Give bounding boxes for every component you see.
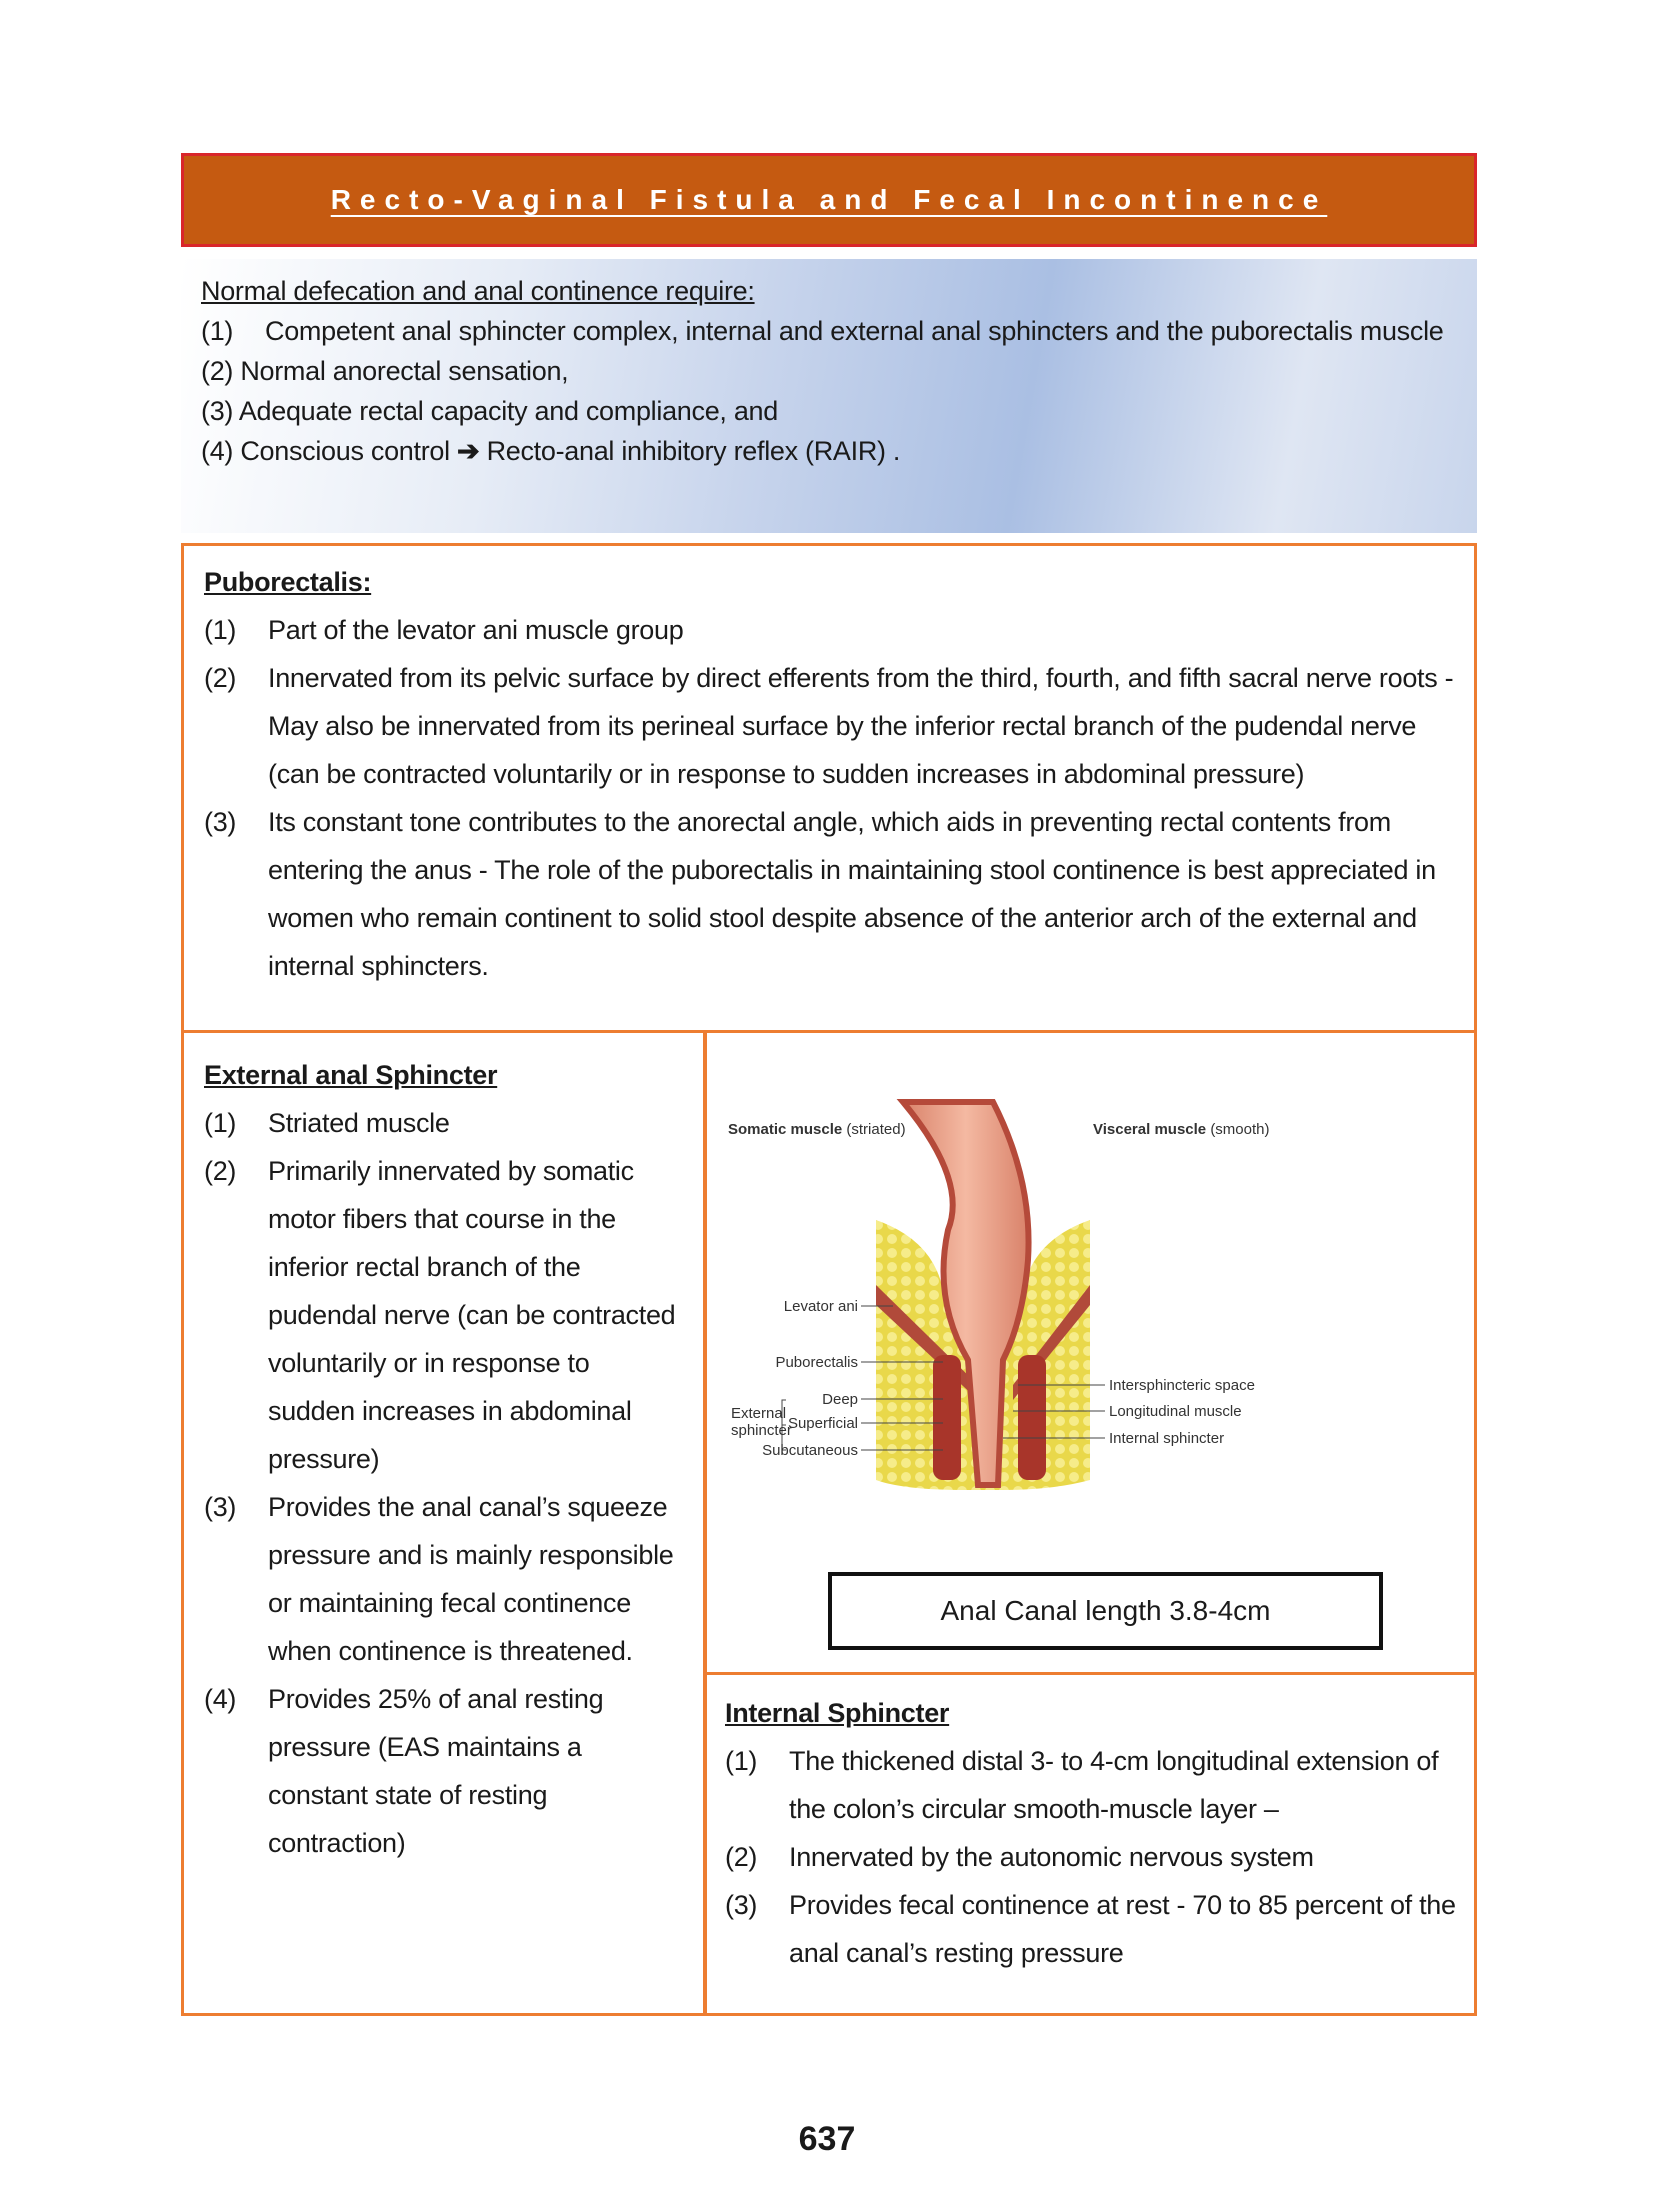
list-item xyxy=(725,1737,1456,1833)
somatic-label: Somatic muscle (striated) xyxy=(728,1121,906,1138)
item-number: (4) xyxy=(204,1684,237,1714)
list-item xyxy=(725,1881,1456,1977)
item-text: Innervated by the autonomic nervous system xyxy=(789,1842,1314,1872)
item-number: (3) xyxy=(201,396,234,426)
list-item xyxy=(204,606,1454,654)
page-title: Recto-Vaginal Fistula and Fecal Incontinence xyxy=(330,184,1328,215)
puborectalis-panel xyxy=(181,543,1477,1033)
list-item xyxy=(201,431,1457,471)
item-number: (1) xyxy=(204,1108,237,1138)
list-item xyxy=(204,1147,683,1483)
label-internal-sphincter: Internal sphincter xyxy=(1109,1430,1225,1447)
item-number: (2) xyxy=(204,1156,237,1186)
item-text: Part of the levator ani muscle group xyxy=(268,615,684,645)
list-item xyxy=(725,1833,1456,1881)
item-text: Provides 25% of anal resting pressure (EAS maintains a constant state of resting contraction) xyxy=(268,1684,604,1858)
item-text: Recto-anal inhibitory reflex (RAIR) . xyxy=(486,436,901,466)
label-longitudinal-muscle: Longitudinal muscle xyxy=(1109,1403,1242,1420)
label-subcutaneous: Subcutaneous xyxy=(762,1442,858,1459)
internal-sphincter-panel xyxy=(704,1672,1477,2016)
list-item xyxy=(204,1483,683,1675)
label-deep: Deep xyxy=(822,1391,858,1408)
list-item xyxy=(204,1675,683,1867)
item-text: Adequate rectal capacity and compliance, and xyxy=(238,396,778,426)
list-item xyxy=(204,1099,683,1147)
label-superficial: Superficial xyxy=(787,1415,858,1432)
arrow-icon: ➔ xyxy=(457,436,480,466)
item-number: (3) xyxy=(204,807,237,837)
item-number: (2) xyxy=(204,663,237,693)
item-number: (1) xyxy=(725,1746,758,1776)
puborectalis-heading: Puborectalis: xyxy=(204,567,372,597)
label-levator-ani: Levator ani xyxy=(783,1298,858,1315)
label-external: External xyxy=(731,1405,787,1422)
requirements-heading: Normal defecation and anal continence require: xyxy=(201,276,755,306)
figure-caption: Anal Canal length 3.8-4cm xyxy=(828,1572,1383,1650)
external-heading: External anal Sphincter xyxy=(204,1060,498,1090)
item-number: (1) xyxy=(204,615,237,645)
item-number: (2) xyxy=(201,356,234,386)
item-text: Competent anal sphincter complex, internal and external anal sphincters and the puborectalis muscle xyxy=(265,316,1444,346)
item-number: (1) xyxy=(201,316,234,346)
visceral-label: Visceral muscle (smooth) xyxy=(1093,1121,1270,1138)
item-text: Innervated from its pelvic surface by direct efferents from the third, fourth, and fifth sacral nerve roots - May also be innervated from its perineal surface by the inferior rectal branch of the pudendal nerve (can be contracted voluntarily or in response to sudden increases in abdominal pressure) xyxy=(268,663,1454,789)
external-sphincter-right xyxy=(1018,1355,1046,1480)
item-text: Striated muscle xyxy=(268,1108,450,1138)
title-banner xyxy=(181,153,1477,247)
label-intersphincteric-space: Intersphincteric space xyxy=(1109,1377,1255,1394)
item-number: (4) xyxy=(201,436,234,466)
list-item xyxy=(201,311,1457,351)
list-item xyxy=(201,351,1457,391)
list-item xyxy=(204,654,1454,798)
item-text: The thickened distal 3- to 4-cm longitudinal extension of the colon’s circular smooth-muscle layer – xyxy=(789,1746,1439,1824)
requirements-panel xyxy=(181,259,1477,533)
list-item xyxy=(201,391,1457,431)
item-text: Conscious control xyxy=(240,436,450,466)
page-number: 637 xyxy=(798,2120,856,2158)
item-text: Provides fecal continence at rest - 70 to 85 percent of the anal canal’s resting pressure xyxy=(789,1890,1456,1968)
item-text: Normal anorectal sensation, xyxy=(240,356,569,386)
internal-heading: Internal Sphincter xyxy=(725,1698,950,1728)
item-number: (3) xyxy=(725,1890,758,1920)
external-sphincter-panel xyxy=(181,1030,706,2016)
label-sphincter: sphincter xyxy=(731,1422,792,1439)
item-text: Primarily innervated by somatic motor fibers that course in the inferior rectal branch of the pudendal nerve (can be contracted voluntarily or in response to sudden increases in abdominal pressure) xyxy=(268,1156,676,1474)
item-number: (3) xyxy=(204,1492,237,1522)
list-item xyxy=(204,798,1454,990)
item-text: Its constant tone contributes to the anorectal angle, which aids in preventing rectal contents from entering the anus - The role of the puborectalis in maintaining stool continence is best appreciated in women who remain continent to solid stool despite absence of the anterior arch of the external and internal sphincters. xyxy=(268,807,1436,981)
external-sphincter-left xyxy=(933,1355,961,1480)
item-number: (2) xyxy=(725,1842,758,1872)
label-puborectalis: Puborectalis xyxy=(775,1354,858,1371)
item-text: Provides the anal canal’s squeeze pressure and is mainly responsible or maintaining fecal continence when continence is threatened. xyxy=(268,1492,674,1666)
